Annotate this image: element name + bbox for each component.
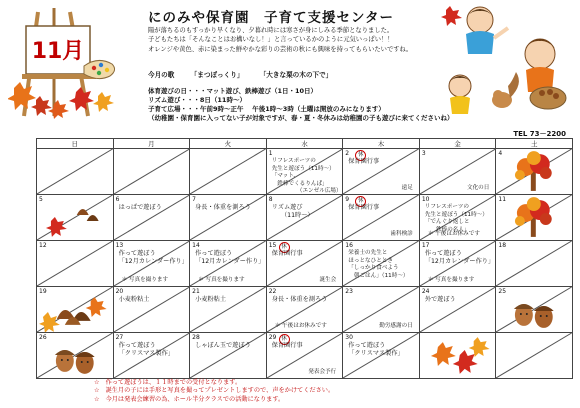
footer-note: ☆ 作って遊ぼうは、１１時までの受付となります。 [94,379,242,386]
day-events [195,204,251,212]
monthly-calendar [36,138,573,379]
event-text: 「クリスマス製作」 [118,350,175,358]
cell-diagonal [190,195,266,240]
day-number: 15 [268,242,277,249]
event-text: 朝ごはん」（11時～） [348,272,409,279]
day-number: 26 [39,334,47,341]
leaves-icon [37,195,113,240]
day-events [195,296,226,304]
closed-mark: 休 [279,334,290,345]
song-label: 今月の歌 [148,71,175,79]
event-text: 「マット、 [271,173,299,179]
day-cell [343,241,420,287]
day-note: ＊ 写真を撮ります [198,277,245,283]
event-text: 保育園行事 [271,250,303,257]
weekday-header-row [37,139,573,149]
event-text: 保育園行事 [348,204,380,211]
telephone-number: TEL 73－2200 [513,130,566,138]
day-cell [496,195,573,241]
footer-notes [94,379,334,404]
day-events [272,158,342,195]
day-number: 5 [39,196,43,203]
day-number: 20 [115,288,124,295]
autumn-tree-icon [496,149,572,194]
weekday-thu: 木 [343,139,420,149]
day-events [119,204,162,212]
day-events [348,342,403,358]
day-number: 2 [345,150,350,157]
closed-mark: 休 [355,196,366,207]
event-text: 作って遊ぼう [424,250,462,257]
day-number: 3 [421,150,426,157]
event-text: 「でんぐり返しと [424,219,470,225]
event-text: はっぱで遊ぼう [118,204,162,211]
maple-leaves-icon [420,333,496,378]
event-text: 「12月カレンダー作り」 [424,258,495,266]
event-line: 子育て広場・・・午前9時～正午 午後1時～3時（土曜は開放のみになります） [148,105,385,113]
day-note: ＊ 午後はお休みです [274,323,327,329]
day-cell [37,333,114,379]
day-events [272,296,328,304]
day-events [195,250,264,266]
closed-mark: 休 [355,150,366,161]
day-number: 7 [192,196,196,203]
day-number: 4 [498,150,503,157]
cell-diagonal [496,333,572,378]
empty-day-cell [113,149,190,195]
event-text: （11時～） [271,212,314,220]
day-cell [113,195,190,241]
decoration-cell [419,333,496,379]
event-text: 「12月カレンダー作り」 [195,258,265,266]
day-cell [37,241,114,287]
calendar-week-row [37,241,573,287]
calendar-body [37,149,573,379]
cell-diagonal [190,149,266,194]
greeting-line: 陽が落ちるのもすっかり早くなり、夕暮れ時には寒さが身にしみる季節となりました。 [148,27,394,34]
day-events [425,296,456,304]
cell-diagonal [37,241,113,286]
cell-diagonal [496,241,572,286]
greeting-message [148,26,448,54]
footer-note: ☆ 今月は発表会練習の為、ホール半分クラスでの活動になります。 [94,395,285,403]
acorns-icon [37,333,113,378]
day-number: 30 [345,334,353,341]
day-cell [496,241,573,287]
day-cell [419,241,496,287]
day-number: 28 [192,334,200,341]
event-text: 作って遊ぼう [118,250,156,257]
day-cell [190,287,267,333]
event-text: 作って遊ぼう [118,342,156,349]
weekday-wed: 水 [266,139,343,149]
event-text: 身長・体重を測ろう [271,296,328,303]
event-text: （エンゼル広場） [271,188,342,194]
day-number: 29 [268,334,277,341]
acorns-icon [496,287,572,332]
event-text: 作って遊ぼう [348,342,386,349]
day-number: 1 [268,150,273,157]
calendar-week-row [37,287,573,333]
empty-day-cell [496,333,573,379]
event-text: リフレスポーツの [424,204,469,210]
event-text: 先生と遊ぼう（11時～） [271,165,335,172]
day-number: 9 [345,196,350,203]
day-events [119,250,188,266]
day-cell [113,287,190,333]
cell-diagonal [420,287,496,332]
day-note: ＊ 写真を撮ります [427,277,475,283]
day-events [272,342,303,350]
event-text: ほっとなひととき [348,257,394,264]
cell-diagonal [114,195,190,240]
day-number: 22 [268,288,277,295]
day-cell [37,195,114,241]
day-note: ＊ 写真を撮ります [121,277,169,283]
event-line: 体育遊びの日・・・マット遊び、鉄棒遊び（1日・10日） [148,87,318,95]
chestnuts-icon [37,287,113,332]
day-number: 13 [115,242,124,249]
day-number: 23 [345,288,353,295]
song-title: 「大きな栗の木の下で」 [259,71,333,79]
event-text: 栄養士の先生と [348,250,388,256]
day-events [119,342,174,358]
greeting-line: オレンジや黄色、赤に染まった鮮やかな彩りの芸術の秋にも興味を持ってもらいたいですね。 [148,45,413,53]
star-icon: ☆ [94,395,100,403]
day-note: 発表会予行 [308,369,337,375]
event-text: 外で遊ぼう [424,296,456,303]
calendar-week-row [37,195,573,241]
regular-events [148,87,568,123]
day-number: 10 [421,196,430,203]
day-cell [266,149,343,195]
day-cell [113,333,190,379]
day-events [272,250,303,258]
event-text: リフレスポーツの [271,158,316,164]
greeting-line: 子どもたちは「そんなことはお構いなし！」と言っているかのように元気いっぱい！！ [148,36,394,44]
weekday-fri: 金 [419,139,496,149]
day-cell [419,149,496,195]
month-label: 11月 [31,39,85,64]
calendar-week-row [37,149,573,195]
day-cell [37,287,114,333]
day-cell [190,333,267,379]
day-cell [419,195,496,241]
event-text: 保育園行事 [348,158,380,165]
day-cell [343,195,420,241]
day-note: 文化の日 [466,185,490,191]
event-text: 「12月カレンダー作り」 [118,258,188,266]
day-cell [266,195,343,241]
day-cell [190,241,267,287]
monthly-songs [148,69,346,79]
cell-diagonal [37,149,113,194]
day-cell [343,287,420,333]
day-cell [343,149,420,195]
day-events [425,250,494,266]
day-cell [266,241,343,287]
day-number: 18 [498,242,507,249]
event-text: 身長・体重を測ろう [195,204,251,211]
day-cell [266,333,343,379]
day-note: 勤労感謝の日 [379,323,413,329]
day-number: 25 [498,288,507,295]
closed-mark: 休 [279,242,290,253]
day-cell [419,287,496,333]
day-cell [266,287,343,333]
day-number: 14 [192,242,200,249]
day-events [348,204,379,212]
event-text: 「クリスマス製作」 [348,350,404,358]
day-events [195,342,251,350]
day-cell [190,195,267,241]
event-text: 先生と遊ぼう（11時～） [424,211,488,218]
day-events [272,204,314,220]
event-text: しゃぼん玉で遊ぼう [195,342,251,349]
calendar-week-row [37,333,573,379]
day-number: 17 [421,242,430,249]
day-events [119,296,150,304]
cell-diagonal [114,287,190,332]
day-cell [496,149,573,195]
day-cell [113,241,190,287]
day-number: 12 [39,242,47,249]
event-text: 鉄棒の名人」 [424,226,470,233]
event-text: リズム遊び [271,204,303,211]
footer-note: ☆ 誕生月の子には手形と写真を撮ってプレゼントしますので、声をかけてください。 [94,387,335,395]
day-number: 19 [39,288,47,295]
day-number: 21 [192,288,200,295]
day-note: 歯科検診 [390,231,413,237]
day-events [348,250,408,280]
autumn-tree-icon [496,195,572,240]
empty-day-cell [37,149,114,195]
event-text: 保育園行事 [271,342,303,349]
day-number: 8 [268,196,273,203]
event-text: 「しっかり食べよう [348,265,399,271]
event-line: リズム遊び・・・8日（11時～） [148,96,246,104]
weekday-mon: 月 [113,139,190,149]
cell-diagonal [114,149,190,194]
weekday-sat: 土 [496,139,573,149]
star-icon: ☆ [94,387,100,395]
page-title: にのみや保育園 子育て支援センター [148,10,394,26]
event-text: 作って遊ぼう [195,250,233,257]
day-number: 11 [498,196,507,203]
event-line: （幼稚園・保育園に入ってない子が対象ですが、春・夏・冬休みは幼稚園の子も遊びに来てくださいね） [148,114,454,122]
event-text: 小麦粉粘土 [118,296,150,303]
day-cell [343,333,420,379]
day-number: 6 [115,196,120,203]
day-note: 誕生会 [319,277,337,283]
day-number: 27 [115,334,124,341]
song-title: 「まつぼっくり」 [190,71,244,79]
day-note: ＊ 午後はお休みです [427,231,480,237]
event-text: 鉄棒でくるりんぱ」 [271,180,328,187]
weekday-sun: 日 [37,139,114,149]
cell-diagonal [190,333,266,378]
day-cell [496,287,573,333]
empty-day-cell [190,149,267,195]
weekday-tue: 火 [190,139,267,149]
star-icon: ☆ [94,379,100,386]
event-text: 小麦粉粘土 [195,296,227,303]
day-events [348,158,379,166]
cell-diagonal [190,287,266,332]
day-note: 遠足 [401,185,413,191]
day-number: 24 [421,288,430,295]
day-number: 16 [345,242,353,249]
